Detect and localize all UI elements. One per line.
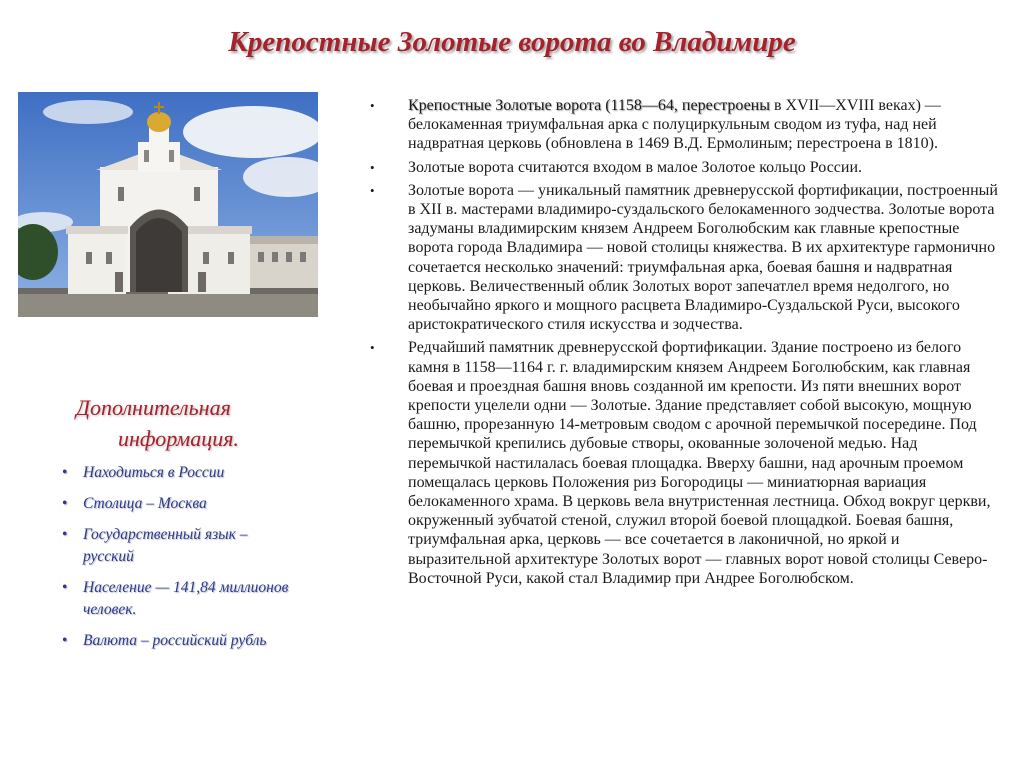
golden-gate-photo [18,92,318,317]
additional-info-title-line1: Дополнительная [76,395,231,420]
main-text-body: Золотые ворота считаются входом в малое Золотое кольцо России. [408,158,863,176]
main-text-body: Золотые ворота — уникальный памятник древнерусской фортификации, построенный в XII в. мастерами владимиро-суздальского белокаменного зодчества. Золотые ворота задуманы владимирским князем Андреем Боголюбским как главные крепостные ворота города Владимира — новой столицы княжества. В их архитектуре гармонично сочетается несколько значений: триумфальная арка, боевая башня и надвратная церковь. Величественный облик Золотых ворот запечатлел время недолгого, но необычайно яркого и мощного расцвета Владимиро-Суздальской Руси, высокого аристократического стиля искусства и зодчества. [408,181,998,334]
main-text-list [370,96,998,592]
additional-info-item: • Государственный язык – русский [62,524,292,568]
additional-info-list [62,462,292,661]
golden-gate-illustration [18,92,318,317]
main-text-lead: Крепостные Золотые ворота (1158—64, перестроены [408,97,770,114]
slide-title: Крепостные Золотые ворота во Владимире [228,26,796,58]
additional-info-title-line2: информация. [118,426,239,451]
additional-info-item: • Валюта – российский рубль [62,630,292,652]
main-text-item [370,338,998,588]
main-text-item [370,181,998,335]
main-text-item [370,96,998,154]
additional-info-item: • Столица – Москва [62,493,292,515]
main-text-body: в XVII—XVIII веках) — белокаменная триумфальная арка с полуциркульным сводом из туфа, над ней надвратная церковь (обновлена в 1469 В.Д. Ермолиным; перестроена в 1810). [408,97,941,153]
additional-info-item: • Находиться в России [62,462,292,484]
main-text-item [370,158,998,177]
additional-info-title [60,392,300,454]
additional-info-item: • Население — 141,84 миллионов человек. [62,577,292,621]
main-text-body: Редчайший памятник древнерусской фортификации. Здание построено из белого камня в 1158—1164 г. г. владимирским князем Андреем Боголюбским, как главная боевая и проездная башня вновь созданной им крепости. Из пяти внешних ворот крепости уцелели одни — Золотые. Здание представляет собой высокую, мощную башню, прорезанную 14-метровым сводом с арочной перемычкой посередине. Под перемычкой крепились дубовые створы, окованные золоченой медью. Над перемычкой настилалась боевая площадка. Вверху башни, над арочным проемом помещалась церковь Положения риз Богородицы — миниатюрная вариация белокаменного храма. В церковь вела внутристенная лестница. Обход вокруг церкви, окруженный зубчатой стеной, служил второй боевой площадкой. Боевая башня, триумфальная арка, церковь — все сочетается в лаконичной, но яркой и выразительной архитектуре Золотых ворот — главных ворот новой столицы Северо-Восточной Руси, какой стал Владимир при Андрее Боголюбском. [408,339,991,587]
